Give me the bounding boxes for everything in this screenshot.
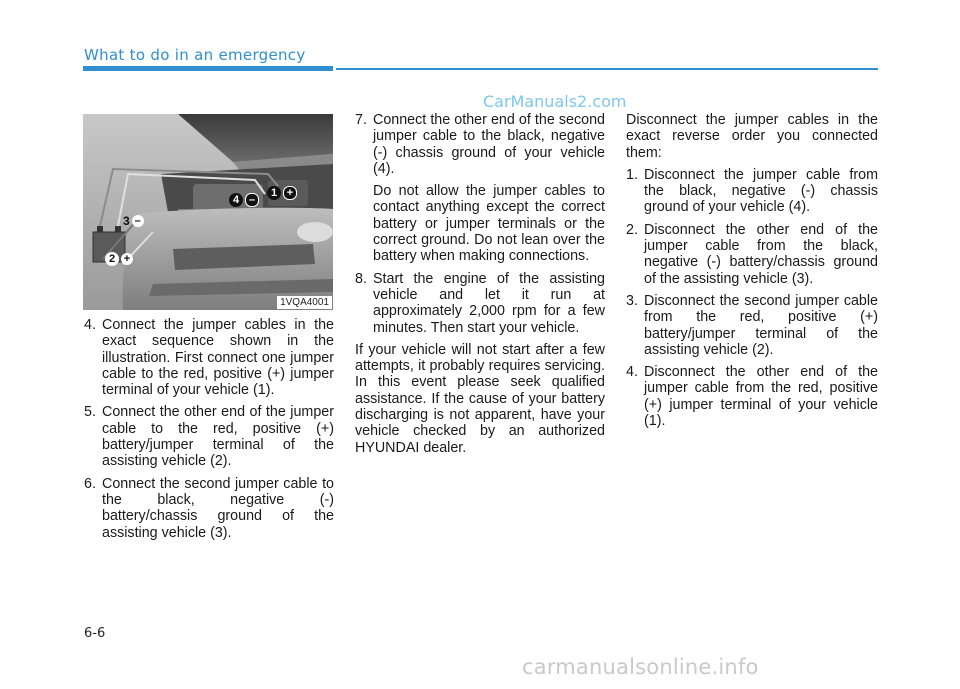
column-right — [626, 112, 878, 435]
step-note: Do not allow the jumper cables to contact anything except the correct battery or jumper terminals or the correct ground. Do not lean over the battery when making connections. — [373, 183, 605, 265]
car-engine-illustration — [83, 114, 333, 310]
step-text: Disconnect the jumper cable from the black, negative (-) chassis ground of your vehicle (4). — [644, 166, 878, 216]
callout-number: 3 — [123, 214, 130, 228]
step-text: Connect the other end of the second jumper cable to the black, negative (-) chassis ground of your vehicle (4). — [373, 112, 605, 177]
step-number: 4. — [84, 317, 96, 333]
callout-sign: – — [132, 215, 144, 227]
step-text: Disconnect the second jumper cable from the red, positive (+) battery/jumper terminal of the assisting vehicle (2). — [644, 292, 878, 358]
callout-sign: + — [283, 186, 297, 200]
step-number: 3. — [626, 292, 638, 309]
step-text: Connect the jumper cables in the exact sequence shown in the illustration. First connect one jumper cable to the red, positive (+) jumper terminal of your vehicle (1). — [102, 317, 334, 399]
step-number: 2. — [626, 221, 638, 238]
disconnect-intro: Disconnect the jumper cables in the exact reverse order you connected them: — [626, 112, 878, 161]
section-header-title: What to do in an emergency — [84, 46, 306, 64]
page-number: 6-6 — [84, 626, 106, 641]
step-text: Disconnect the other end of the jumper cable from the black, negative (-) battery/chassis ground of the assisting vehicle (3). — [644, 221, 878, 287]
step-number: 5. — [84, 404, 96, 421]
callout-1 — [267, 186, 297, 200]
step-item — [84, 404, 334, 469]
step-item — [626, 293, 878, 358]
callout-number: 2 — [105, 252, 119, 266]
figure-code: 1VQA4001 — [277, 296, 332, 309]
callout-sign: + — [121, 253, 133, 265]
callout-2 — [105, 252, 133, 266]
jump-start-illustration — [83, 114, 333, 310]
callout-4 — [229, 193, 259, 207]
step-text: Disconnect the other end of the jumper cable from the red, positive (+) jumper terminal of your vehicle (1). — [644, 364, 878, 430]
step-number: 6. — [84, 475, 96, 492]
header-rule-thin — [336, 68, 878, 70]
step-text: Start the engine of the assisting vehicle and let it run at approximately 2,000 rpm for a few minutes. Then start your vehicle. — [373, 270, 605, 336]
header-rule-thick — [83, 66, 333, 71]
step-number: 4. — [626, 364, 638, 381]
watermark-top: CarManuals2.com — [483, 92, 627, 111]
step-item — [626, 364, 878, 429]
watermark-bottom: carmanualsonline.info — [522, 655, 759, 679]
step-item — [355, 112, 605, 177]
step-text: Connect the second jumper cable to the black, negative (-) battery/chassis ground of the assisting vehicle (3). — [102, 475, 334, 541]
callout-number: 4 — [229, 193, 243, 207]
step-item — [626, 222, 878, 287]
step-item — [84, 476, 334, 541]
step-item — [626, 167, 878, 216]
callout-3 — [123, 214, 144, 228]
step-number: 7. — [355, 112, 367, 128]
callout-number: 1 — [267, 186, 281, 200]
step-number: 8. — [355, 270, 367, 287]
column-middle — [355, 112, 605, 462]
column-left — [84, 317, 334, 547]
step-item — [355, 271, 605, 336]
step-number: 1. — [626, 166, 638, 183]
step-item — [84, 317, 334, 398]
callout-sign: – — [245, 193, 259, 207]
step-text: Connect the other end of the jumper cable to the red, positive (+) battery/jumper terminal of the assisting vehicle (2). — [102, 404, 334, 470]
advice-paragraph: If your vehicle will not start after a few attempts, it probably requires servicing. In this event please seek qualified assistance. If the cause of your battery discharging is not apparent, have your vehicle checked by an authorized HYUNDAI dealer. — [355, 341, 605, 456]
